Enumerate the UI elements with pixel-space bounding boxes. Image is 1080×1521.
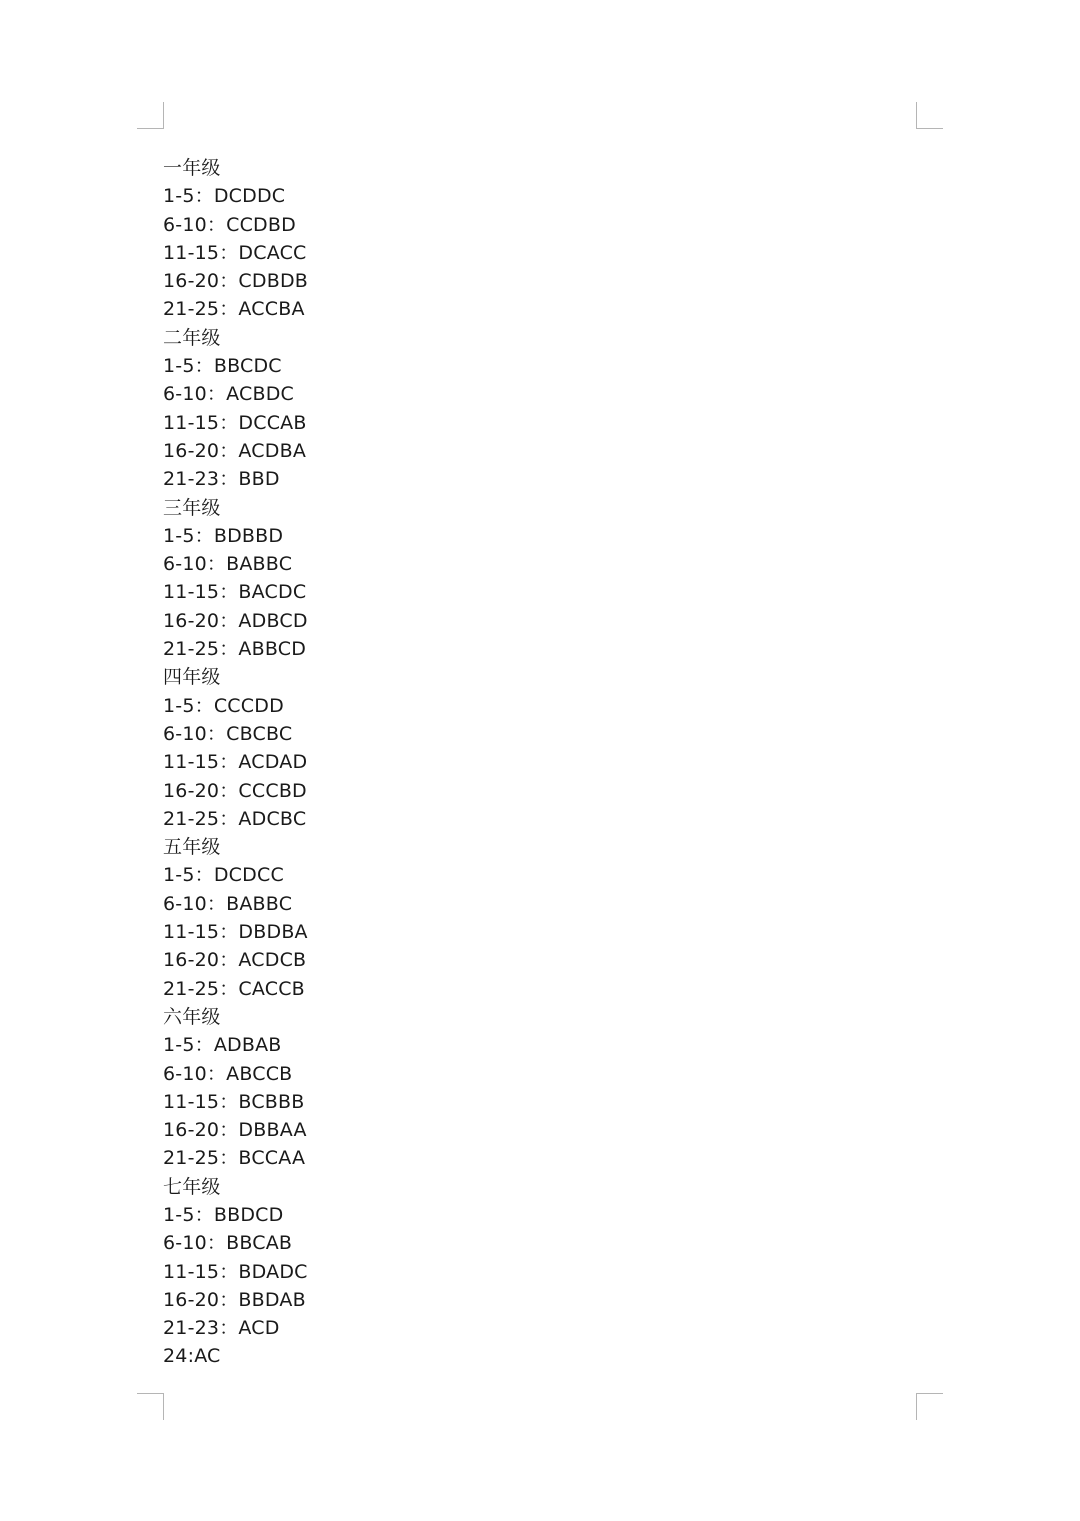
question-range: 11-15	[163, 1260, 220, 1283]
range-separator: ：	[219, 1288, 239, 1311]
grade-heading: 三年级	[163, 496, 221, 519]
answer-letters: DCDCC	[213, 864, 284, 887]
grade-heading: 六年级	[163, 1005, 221, 1028]
question-range: 6-10	[163, 1232, 207, 1255]
page-corner-mark-bottom-right	[916, 1393, 943, 1420]
range-separator: ：	[219, 977, 239, 1000]
question-range: 1-5	[163, 1034, 195, 1057]
answer-letters: ACDBA	[238, 439, 307, 462]
range-separator: ：	[194, 185, 214, 208]
answer-row	[163, 182, 863, 210]
grade-heading: 四年级	[163, 666, 221, 689]
range-separator: ：	[206, 1232, 227, 1255]
answer-row	[163, 211, 863, 239]
answer-letters: ACCBA	[238, 298, 305, 321]
answer-row	[163, 720, 863, 748]
answer-row	[163, 267, 863, 295]
answer-row	[163, 607, 863, 635]
question-range: 16-20	[163, 270, 220, 293]
answer-letters: ACD	[238, 1317, 280, 1340]
question-range: 16-20	[163, 1119, 220, 1142]
range-separator: ：	[219, 1147, 239, 1170]
answer-row	[163, 465, 863, 493]
answer-row	[163, 1060, 863, 1088]
answer-letters: AC	[194, 1345, 221, 1368]
range-separator: ：	[194, 864, 214, 887]
answer-letters: BABBC	[226, 553, 293, 576]
range-separator: ：	[206, 722, 227, 745]
range-separator: ：	[219, 779, 239, 802]
range-separator: ：	[219, 439, 239, 462]
answer-letters: BBCAB	[226, 1232, 293, 1255]
answer-row	[163, 1088, 863, 1116]
answer-row	[163, 748, 863, 776]
question-range: 1-5	[163, 185, 195, 208]
answer-letters: CCCBD	[238, 779, 307, 802]
answer-row	[163, 805, 863, 833]
answer-letters: DCDDC	[213, 185, 286, 208]
question-range: 1-5	[163, 355, 195, 378]
question-range: 16-20	[163, 1288, 220, 1311]
answer-row	[163, 946, 863, 974]
range-separator: ：	[219, 411, 239, 434]
question-range: 21-25	[163, 638, 220, 661]
answer-letters: BBDAB	[238, 1288, 306, 1311]
page-corner-mark-bottom-left	[137, 1393, 164, 1420]
question-range: 6-10	[163, 1062, 207, 1085]
answer-letters: BACDC	[238, 581, 307, 604]
answer-row	[163, 437, 863, 465]
answer-row	[163, 295, 863, 323]
answer-row	[163, 861, 863, 889]
answer-row	[163, 975, 863, 1003]
answer-letters: BBDCD	[213, 1203, 284, 1226]
answer-letters: ADBCD	[238, 609, 308, 632]
range-separator: ：	[194, 694, 214, 717]
question-range: 6-10	[163, 553, 207, 576]
answer-letters: DCCAB	[238, 411, 307, 434]
answer-row	[163, 380, 863, 408]
answer-letters: BCCAA	[238, 1147, 306, 1170]
range-separator: ：	[219, 751, 239, 774]
answer-letters: BBD	[238, 468, 280, 491]
question-range: 11-15	[163, 751, 220, 774]
range-separator: ：	[206, 383, 227, 406]
range-separator: ：	[194, 1034, 214, 1057]
answer-row	[163, 352, 863, 380]
grade-heading: 五年级	[163, 836, 221, 859]
range-separator: ：	[219, 1260, 239, 1283]
answer-row	[163, 1314, 863, 1342]
question-range: 6-10	[163, 722, 207, 745]
range-separator: :	[187, 1345, 195, 1368]
range-separator: ：	[219, 468, 239, 491]
question-range: 16-20	[163, 949, 220, 972]
question-range: 16-20	[163, 779, 220, 802]
answer-letters: CDBDB	[238, 270, 309, 293]
question-range: 21-25	[163, 298, 220, 321]
answer-letters: DBDBA	[238, 921, 308, 944]
range-separator: ：	[219, 638, 239, 661]
answer-letters: ACDAD	[238, 751, 308, 774]
grade-heading: 七年级	[163, 1175, 221, 1198]
question-range: 21-25	[163, 807, 220, 830]
range-separator: ：	[219, 270, 239, 293]
answer-row	[163, 1031, 863, 1059]
answer-letters: ABBCD	[238, 638, 307, 661]
page-corner-mark-top-left	[137, 102, 164, 129]
answer-letters: CCCDD	[213, 694, 284, 717]
range-separator: ：	[219, 298, 239, 321]
grade-heading: 一年级	[163, 157, 221, 179]
range-separator: ：	[219, 1317, 239, 1340]
range-separator: ：	[219, 807, 239, 830]
question-range: 6-10	[163, 383, 207, 406]
answer-row	[163, 1116, 863, 1144]
question-range: 21-23	[163, 468, 220, 491]
range-separator: ：	[219, 241, 239, 264]
range-separator: ：	[206, 213, 227, 236]
question-range: 1-5	[163, 694, 195, 717]
question-range: 11-15	[163, 411, 220, 434]
answer-letters: DBBAA	[238, 1119, 307, 1142]
range-separator: ：	[206, 892, 227, 915]
answer-row	[163, 578, 863, 606]
question-range: 11-15	[163, 581, 220, 604]
question-range: 6-10	[163, 892, 207, 915]
answer-row	[163, 1144, 863, 1172]
question-range: 1-5	[163, 864, 195, 887]
answer-row	[163, 635, 863, 663]
range-separator: ：	[219, 1119, 239, 1142]
range-separator: ：	[206, 1062, 227, 1085]
range-separator: ：	[194, 355, 214, 378]
range-separator: ：	[219, 609, 239, 632]
answer-letters: BDADC	[238, 1260, 308, 1283]
answer-row	[163, 1286, 863, 1314]
question-range: 11-15	[163, 921, 220, 944]
question-range: 11-15	[163, 241, 220, 264]
answer-row	[163, 239, 863, 267]
answer-letters: DCACC	[238, 241, 307, 264]
answer-row	[163, 692, 863, 720]
range-separator: ：	[219, 1090, 239, 1113]
answer-letters: ADCBC	[238, 807, 307, 830]
range-separator: ：	[194, 1203, 214, 1226]
page-corner-mark-top-right	[916, 102, 943, 129]
answer-row	[163, 1342, 863, 1370]
range-separator: ：	[219, 921, 239, 944]
answer-letters: BDBBD	[213, 524, 284, 547]
range-separator: ：	[219, 949, 239, 972]
question-range: 1-5	[163, 524, 195, 547]
answer-row	[163, 1201, 863, 1229]
question-range: 16-20	[163, 609, 220, 632]
range-separator: ：	[206, 553, 227, 576]
answer-letters: ACBDC	[226, 383, 294, 406]
question-range: 21-25	[163, 977, 220, 1000]
answer-row	[163, 1229, 863, 1257]
answer-letters: BCBBB	[238, 1090, 305, 1113]
answer-letters: CCDBD	[226, 213, 296, 236]
answer-letters: BBCDC	[213, 355, 282, 378]
answer-row	[163, 522, 863, 550]
question-range: 16-20	[163, 439, 220, 462]
answer-row	[163, 777, 863, 805]
grade-heading: 二年级	[163, 326, 221, 349]
answer-letters: BABBC	[226, 892, 293, 915]
question-range: 6-10	[163, 213, 207, 236]
question-range: 21-23	[163, 1317, 220, 1340]
question-range: 1-5	[163, 1203, 195, 1226]
answer-key-document	[163, 154, 863, 1371]
answer-row	[163, 1258, 863, 1286]
answer-letters: CACCB	[238, 977, 305, 1000]
answer-letters: ADBAB	[213, 1034, 282, 1057]
answer-row	[163, 890, 863, 918]
question-range: 11-15	[163, 1090, 220, 1113]
answer-row	[163, 550, 863, 578]
range-separator: ：	[194, 524, 214, 547]
answer-row	[163, 918, 863, 946]
answer-letters: ABCCB	[226, 1062, 293, 1085]
answer-row	[163, 409, 863, 437]
range-separator: ：	[219, 581, 239, 604]
answer-letters: ACDCB	[238, 949, 307, 972]
question-range: 24	[163, 1345, 188, 1368]
question-range: 21-25	[163, 1147, 220, 1170]
answer-letters: CBCBC	[226, 722, 293, 745]
